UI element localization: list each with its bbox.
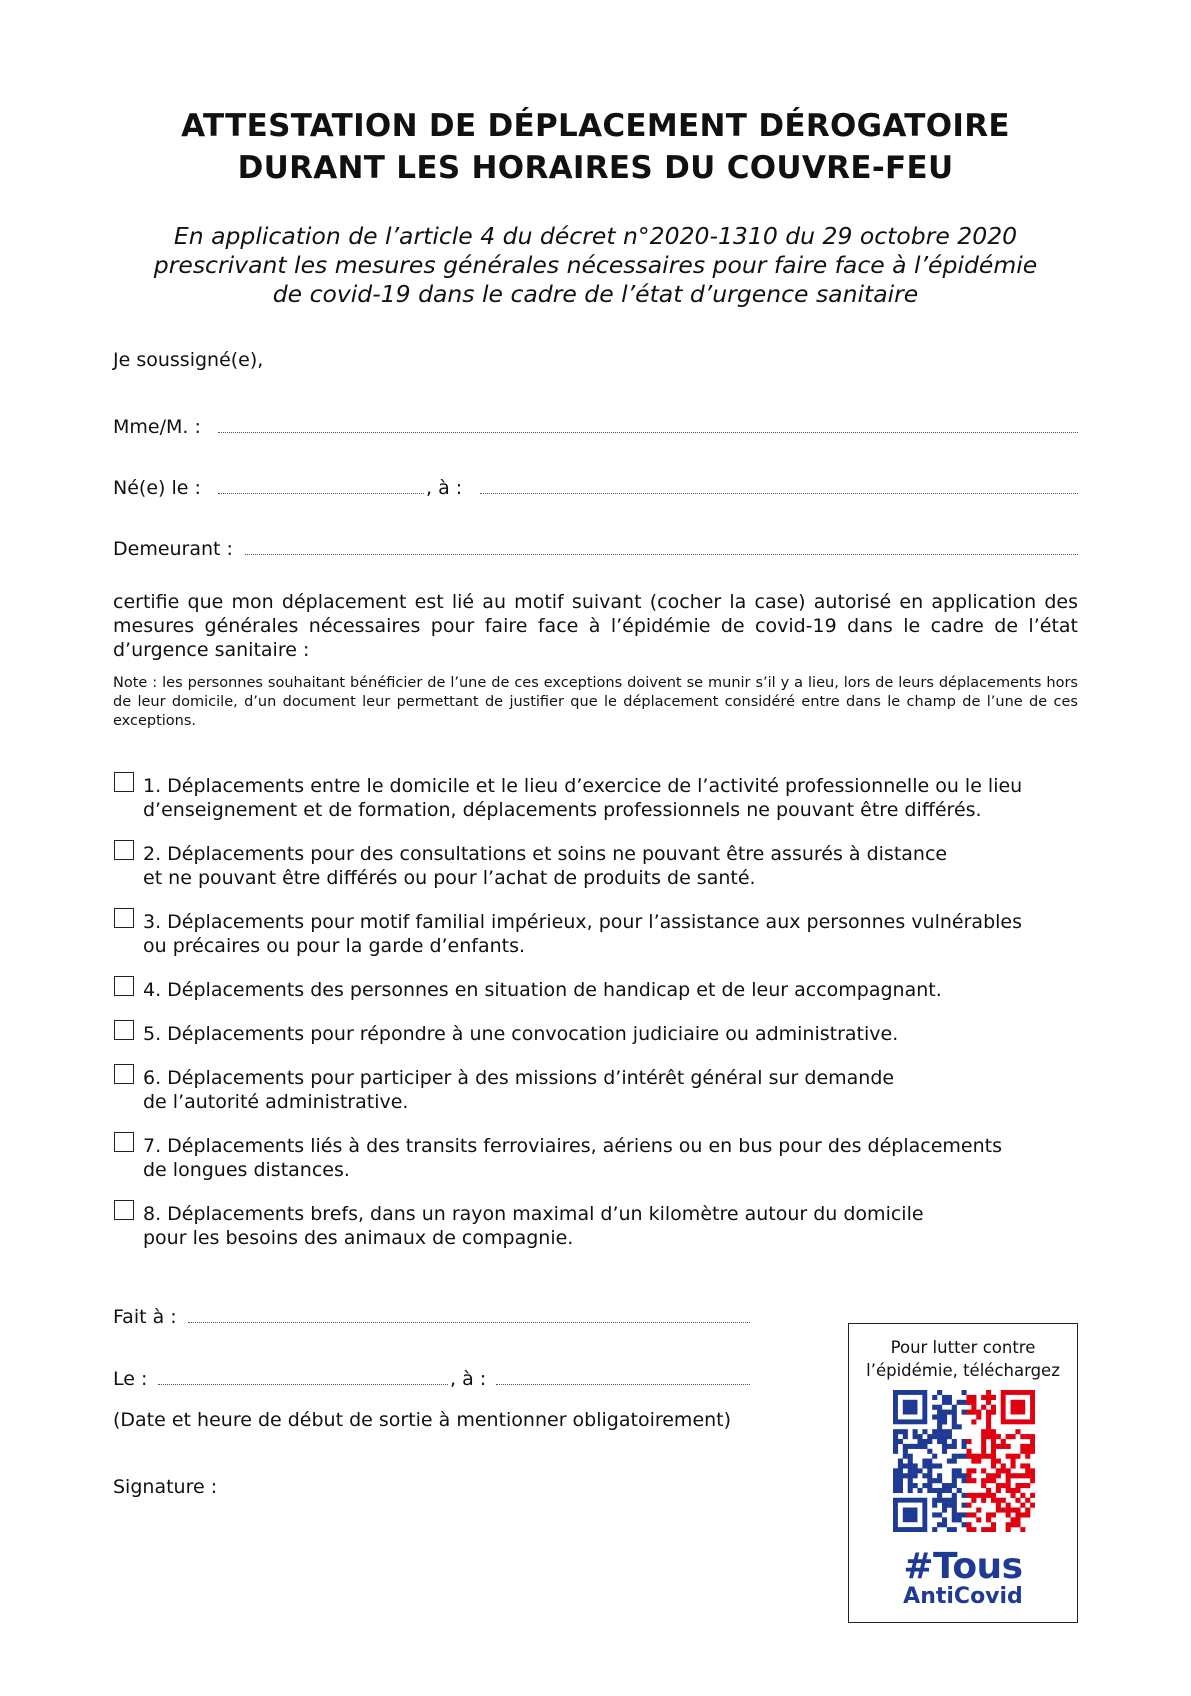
signature-area[interactable]: [113, 1510, 813, 1610]
option-2-line2: et ne pouvant être différés ou pour l’achat de produits de santé.: [143, 867, 756, 889]
anticovid-promo-box: [848, 1323, 1078, 1623]
subtitle-line3: de covid-19 dans le cadre de l’état d’urgence sanitaire: [272, 280, 919, 308]
promo-caption: [849, 1336, 1077, 1382]
address-label: Demeurant :: [113, 538, 233, 560]
option-7-line2: de longues distances.: [143, 1159, 350, 1181]
option-1-line2: d’enseignement et de formation, déplacements professionnels ne pouvant être différés.: [143, 799, 982, 821]
option-1-line1: 1. Déplacements entre le domicile et le lieu d’exercice de l’activité professionnelle ou le lieu: [143, 775, 1023, 797]
promo-caption-line1: Pour lutter contre: [890, 1338, 1036, 1357]
option-6-line1: 6. Déplacements pour participer à des missions d’intérêt général sur demande: [143, 1067, 895, 1089]
birth-date-field[interactable]: [218, 493, 424, 494]
birth-date-label: Né(e) le :: [113, 477, 201, 499]
option-7-checkbox[interactable]: [114, 1132, 134, 1152]
option-7-text: [143, 1134, 1002, 1182]
option-8-line1: 8. Déplacements brefs, dans un rayon maximal d’un kilomètre autour du domicile: [143, 1203, 924, 1225]
birth-place-label: , à :: [426, 477, 463, 499]
option-1-checkbox[interactable]: [114, 772, 134, 792]
note-text: Note : les personnes souhaitant bénéficier de l’une de ces exceptions doivent se munir s’il y a lieu, lors de leurs déplacements hors de leur domicile, d’un document leur permettant de justifier que le déplacement considéré entre dans le champ de l’une de ces exceptions.: [113, 675, 1078, 729]
option-6-line2: de l’autorité administrative.: [143, 1091, 409, 1113]
option-5-text: [143, 1022, 898, 1046]
subtitle-line1: En application de l’article 4 du décret n°2020-1310 du 29 octobre 2020: [173, 222, 1018, 250]
option-1-text: [143, 774, 1022, 822]
date-label: Le :: [113, 1368, 148, 1390]
tousanticovid-logo: #Tous: [903, 1546, 1023, 1587]
date-field[interactable]: [158, 1384, 448, 1385]
time-field[interactable]: [496, 1384, 750, 1385]
option-8-checkbox[interactable]: [114, 1200, 134, 1220]
option-4-checkbox[interactable]: [114, 976, 134, 996]
place-field[interactable]: [188, 1322, 750, 1323]
option-6-text: [143, 1066, 894, 1114]
option-3-line2: ou précaires ou pour la garde d’enfants.: [143, 935, 526, 957]
option-4-text: [143, 978, 942, 1002]
place-label: Fait à :: [113, 1306, 177, 1328]
promo-caption-line2: l’épidémie, téléchargez: [866, 1361, 1060, 1380]
date-note: (Date et heure de début de sortie à mentionner obligatoirement): [113, 1409, 732, 1431]
address-field[interactable]: [245, 554, 1078, 555]
page-title: ATTESTATION DE DÉPLACEMENT DÉROGATOIRE: [181, 108, 1010, 144]
option-8-line2: pour les besoins des animaux de compagnie.: [143, 1227, 574, 1249]
subtitle-line2: prescrivant les mesures générales nécessaires pour faire face à l’épidémie: [153, 251, 1038, 279]
intro-text: Je soussigné(e),: [113, 349, 264, 371]
signature-label: Signature :: [113, 1476, 218, 1498]
option-3-line1: 3. Déplacements pour motif familial impérieux, pour l’assistance aux personnes vulnérables: [143, 911, 1022, 933]
option-6-checkbox[interactable]: [114, 1064, 134, 1084]
option-3-text: [143, 910, 1022, 958]
time-label: , à :: [450, 1368, 487, 1390]
certify-text: certifie que mon déplacement est lié au motif suivant (cocher la case) autorisé en application des mesures générales nécessaires pour faire face à l’épidémie de covid-19 dans le cadre de l’état d’urgence sanitaire :: [113, 591, 1078, 661]
option-3-checkbox[interactable]: [114, 908, 134, 928]
option-2-line1: 2. Déplacements pour des consultations et soins ne pouvant être assurés à distance: [143, 843, 948, 865]
option-7-line1: 7. Déplacements liés à des transits ferroviaires, aériens ou en bus pour des déplacements: [143, 1135, 1003, 1157]
name-label: Mme/M. :: [113, 416, 201, 438]
birth-place-field[interactable]: [480, 493, 1078, 494]
option-5-line1: 5. Déplacements pour répondre à une convocation judiciaire ou administrative.: [143, 1023, 899, 1045]
option-2-text: [143, 842, 947, 890]
option-5-checkbox[interactable]: [114, 1020, 134, 1040]
tousanticovid-logo-line2: AntiCovid: [903, 1584, 1023, 1609]
page-title-line2: DURANT LES HORAIRES DU COUVRE-FEU: [237, 150, 954, 186]
option-4-line1: 4. Déplacements des personnes en situation de handicap et de leur accompagnant.: [143, 979, 942, 1001]
option-8-text: [143, 1202, 924, 1250]
option-2-checkbox[interactable]: [114, 840, 134, 860]
qr-code-icon[interactable]: [893, 1390, 1035, 1532]
name-field[interactable]: [218, 432, 1078, 433]
